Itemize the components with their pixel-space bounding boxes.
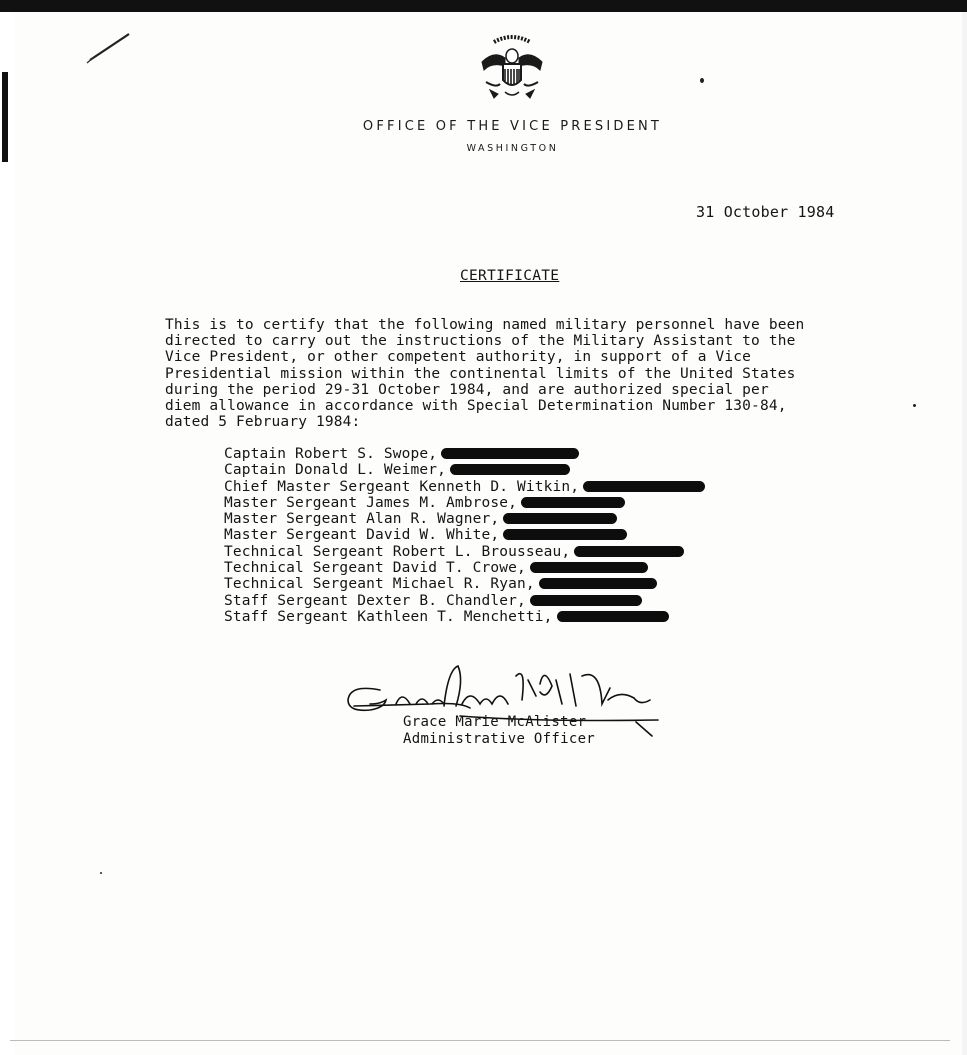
personnel-item bbox=[224, 446, 705, 462]
vice-presidential-seal-icon bbox=[472, 32, 552, 106]
personnel-item bbox=[224, 479, 705, 495]
personnel-name: Captain Donald L. Weimer, bbox=[224, 462, 446, 479]
personnel-item bbox=[224, 527, 705, 543]
letter-date: 31 October 1984 bbox=[696, 203, 835, 221]
personnel-item bbox=[224, 576, 705, 592]
signatory-name: Grace Marie McAlister bbox=[403, 714, 587, 730]
redaction-mark bbox=[503, 513, 617, 524]
redaction-mark bbox=[503, 529, 627, 540]
personnel-name: Technical Sergeant David T. Crowe, bbox=[224, 560, 526, 577]
personnel-item bbox=[224, 560, 705, 576]
pen-mark bbox=[85, 30, 135, 66]
certification-paragraph: This is to certify that the following named military personnel have been directed to carry out the instructions of the Military Assistant to the Vice President, or other competent authority, in support of a Vice Presidential mission within the continental limits of the United States during the period 29-31 October 1984, and are authorized special per diem allowance in accordance with Special Determination Number 130-84, dated 5 February 1984: bbox=[165, 317, 805, 431]
redaction-mark bbox=[441, 448, 579, 459]
page-bottom-edge bbox=[10, 1040, 950, 1041]
signatory-title: Administrative Officer bbox=[403, 731, 596, 747]
personnel-name: Master Sergeant Alan R. Wagner, bbox=[224, 511, 500, 528]
redaction-mark bbox=[450, 464, 570, 475]
personnel-name: Captain Robert S. Swope, bbox=[224, 446, 438, 462]
scan-speck bbox=[700, 78, 704, 83]
personnel-name: Master Sergeant James M. Ambrose, bbox=[224, 494, 518, 511]
redaction-mark bbox=[530, 562, 648, 573]
personnel-name: Technical Sergeant Michael R. Ryan, bbox=[224, 576, 535, 593]
redaction-mark bbox=[583, 481, 705, 492]
scan-speck bbox=[913, 404, 916, 407]
document-heading: CERTIFICATE bbox=[460, 268, 560, 284]
scan-top-border bbox=[0, 0, 967, 12]
letterhead-city: WASHINGTON bbox=[466, 143, 559, 154]
personnel-item bbox=[224, 593, 705, 609]
redaction-mark bbox=[530, 595, 642, 606]
personnel-name: Staff Sergeant Dexter B. Chandler, bbox=[224, 592, 526, 609]
personnel-name: Staff Sergeant Kathleen T. Menchetti, bbox=[224, 608, 553, 625]
redaction-mark bbox=[574, 546, 684, 557]
personnel-name: Technical Sergeant Robert L. Brousseau, bbox=[224, 543, 571, 560]
personnel-item bbox=[224, 495, 705, 511]
redaction-mark bbox=[539, 578, 657, 589]
personnel-item bbox=[224, 462, 705, 478]
scan-left-margin bbox=[0, 12, 14, 1055]
personnel-name: Master Sergeant David W. White, bbox=[224, 527, 500, 544]
personnel-item bbox=[224, 609, 705, 625]
redaction-mark bbox=[557, 611, 669, 622]
personnel-item bbox=[224, 511, 705, 527]
letterhead-office: OFFICE OF THE VICE PRESIDENT bbox=[362, 119, 663, 134]
scan-speck bbox=[100, 872, 102, 874]
personnel-list bbox=[224, 446, 705, 625]
scan-right-edge bbox=[962, 12, 967, 1055]
personnel-name: Chief Master Sergeant Kenneth D. Witkin, bbox=[224, 478, 580, 495]
personnel-item bbox=[224, 544, 705, 560]
redaction-mark bbox=[521, 497, 625, 508]
